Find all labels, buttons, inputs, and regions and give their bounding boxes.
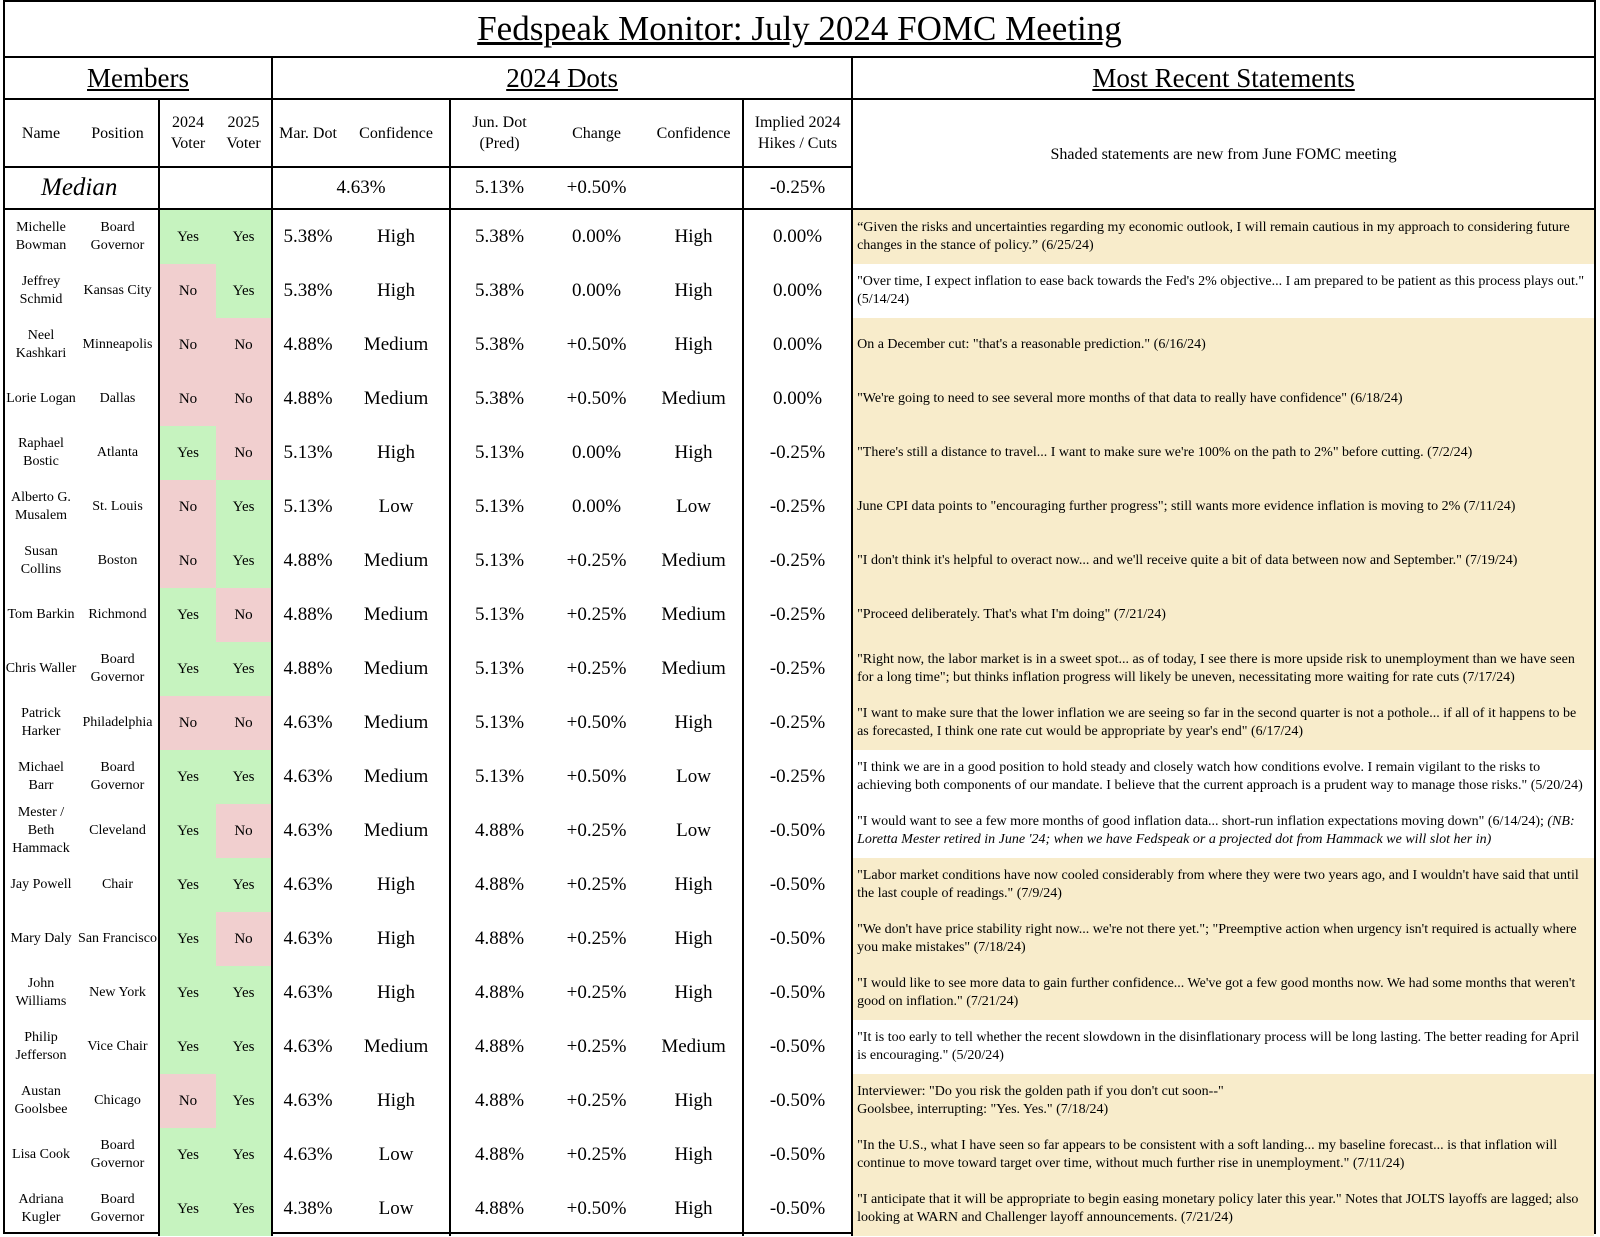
main-grid [5,58,1594,1236]
change-cell: +0.25% [566,982,627,1003]
member-position: Board Governor [77,750,159,804]
statement-text: “Given the risks and uncertainties regarding my economic outlook, I will remain cautious in my approach to considering future changes in the stance of policy.” (6/25/24) [857,220,1570,253]
confidence-jun-cell: High [645,426,743,480]
title-bar [5,2,1594,58]
statement-note: (NB: Loretta Mester retired in June '24; when we have Fedspeak or a projected dot from Hammack we will slot her in) [857,814,1575,847]
statement-text: "There's still a distance to travel... I want to make sure we're 100% on the path to 2%" before cutting. (7/2/24) [857,445,1473,460]
jun-dot-cell: 5.38% [475,226,525,247]
mar-dot-cell: 4.63% [283,1090,333,1111]
confidence-jun-cell: Medium [645,642,743,696]
voter-2024-cell: No [159,264,216,318]
member-position: San Francisco [77,912,159,966]
confidence-mar-cell: High [343,966,450,1020]
jun-dot-cell: 5.13% [475,658,525,679]
section-dots-label: 2024 Dots [506,62,618,93]
section-dots [272,58,852,99]
statement-cell [852,912,1594,966]
member-name: Chris Waller [5,661,77,676]
table-row [5,372,1594,426]
member-position: Boston [77,534,159,588]
statement-text-continued: Goolsbee, interrupting: "Yes. Yes." (7/18/24) [857,1102,1109,1117]
header-confidence-mar: Confidence [343,99,450,167]
confidence-jun-cell: High [645,264,743,318]
member-name: Neel Kashkari [15,328,67,361]
table-row [5,858,1594,912]
median-mar-dot: 4.63% [272,167,450,209]
table-row [5,1128,1594,1182]
mar-dot-cell: 4.63% [283,1144,333,1165]
member-name: Patrick Harker [21,706,61,739]
voter-2024-cell: No [159,318,216,372]
jun-dot-cell: 5.13% [475,604,525,625]
header-voter-2024: 2024 Voter [159,99,216,167]
header-voter-2025: 2025 Voter [216,99,272,167]
statement-text: On a December cut: "that's a reasonable prediction." (6/16/24) [857,337,1206,352]
member-name: Austan Goolsbee [14,1084,68,1117]
implied-cell: -0.25% [743,426,852,480]
confidence-mar-cell: Low [343,480,450,534]
member-position: St. Louis [77,480,159,534]
confidence-mar-cell: High [343,858,450,912]
voter-2025-cell: Yes [216,750,272,804]
confidence-mar-cell: Low [343,1182,450,1236]
voter-2025-cell: Yes [216,1128,272,1182]
voter-2024-cell: Yes [159,642,216,696]
table-row [5,966,1594,1020]
voter-2024-cell: No [159,534,216,588]
implied-cell: -0.25% [743,750,852,804]
member-position: Chair [77,858,159,912]
confidence-mar-cell: Low [343,1128,450,1182]
implied-cell: -0.50% [743,1182,852,1236]
statement-text: "We're going to need to see several more months of that data to really have confidence" (6/18/24) [857,391,1403,406]
median-label: Median [5,167,159,209]
implied-cell: -0.50% [743,1128,852,1182]
implied-cell: 0.00% [743,372,852,426]
confidence-jun-cell: Medium [645,588,743,642]
statement-text: "In the U.S., what I have seen so far appears to be consistent with a soft landing... my baseline forecast... is that inflation will continue to move toward target over time, without much further rise in unemployment." (7/11/24) [857,1138,1558,1171]
table-row [5,804,1594,858]
statement-text: Interviewer: "Do you risk the golden path if you don't cut soon--" [857,1084,1224,1099]
statement-cell [852,372,1594,426]
mar-dot-cell: 5.38% [283,280,333,301]
change-cell: +0.25% [566,874,627,895]
voter-2025-cell: Yes [216,1074,272,1128]
member-name: Tom Barkin [7,607,75,622]
median-confidence-blank [645,167,743,209]
section-members [5,58,272,99]
statement-cell [852,696,1594,750]
voter-2025-cell: Yes [216,966,272,1020]
voter-2025-cell: No [216,372,272,426]
voter-2024-cell: Yes [159,750,216,804]
jun-dot-cell: 5.13% [475,496,525,517]
member-position: Board Governor [77,1182,159,1236]
mar-dot-cell: 4.63% [283,928,333,949]
table-row [5,750,1594,804]
confidence-jun-cell: Medium [645,534,743,588]
jun-dot-cell: 5.13% [475,442,525,463]
statement-cell [852,264,1594,318]
member-position: Board Governor [77,642,159,696]
member-name: Michelle Bowman [15,220,67,253]
statement-cell [852,534,1594,588]
median-jun-dot: 5.13% [450,167,548,209]
voter-2025-cell: No [216,318,272,372]
voter-2024-cell: Yes [159,1020,216,1074]
table-row [5,642,1594,696]
member-name: Jay Powell [10,877,72,892]
voter-2025-cell: Yes [216,1182,272,1236]
statement-text: "We don't have price stability right now... we're not there yet."; "Preemptive action when urgency isn't required is actually where you make mistakes" (7/18/24) [857,922,1577,955]
statement-text: "Over time, I expect inflation to ease back towards the Fed's 2% objective... I am prepared to be patient as this process plays out." (5/14/24) [857,274,1585,307]
change-cell: 0.00% [572,442,622,463]
confidence-jun-cell: High [645,1074,743,1128]
statement-text: "Labor market conditions have now cooled considerably from where they were two years ago, and I wouldn't have said that until the last couple of readings." (7/9/24) [857,868,1579,901]
confidence-jun-cell: High [645,966,743,1020]
mar-dot-cell: 4.88% [283,334,333,355]
section-header-row [5,58,1594,99]
jun-dot-cell: 5.38% [475,388,525,409]
change-cell: +0.50% [566,712,627,733]
jun-dot-cell: 4.88% [475,820,525,841]
member-name: John Williams [15,976,67,1009]
table-row [5,696,1594,750]
header-confidence-jun: Confidence [645,99,743,167]
change-cell: +0.25% [566,550,627,571]
confidence-mar-cell: Medium [343,1020,450,1074]
confidence-mar-cell: High [343,426,450,480]
statement-text: June CPI data points to "encouraging further progress"; still wants more evidence inflation is moving to 2% (7/11/24) [857,499,1516,514]
change-cell: +0.50% [566,388,627,409]
mar-dot-cell: 4.38% [283,1198,333,1219]
implied-cell: -0.25% [743,696,852,750]
voter-2024-cell: No [159,480,216,534]
column-header-row [5,99,1594,167]
mar-dot-cell: 4.88% [283,388,333,409]
change-cell: 0.00% [572,280,622,301]
member-name: Susan Collins [20,544,62,577]
mar-dot-cell: 5.13% [283,442,333,463]
voter-2024-cell: Yes [159,912,216,966]
statement-cell [852,966,1594,1020]
member-position: Board Governor [77,209,159,264]
voter-2025-cell: Yes [216,534,272,588]
confidence-jun-cell: Medium [645,1020,743,1074]
jun-dot-cell: 4.88% [475,982,525,1003]
change-cell: +0.50% [566,334,627,355]
statement-cell [852,1074,1594,1128]
voter-2024-cell: Yes [159,426,216,480]
header-name: Name [5,99,77,167]
median-change: +0.50% [548,167,645,209]
statement-cell [852,1182,1594,1236]
confidence-jun-cell: High [645,318,743,372]
voter-2024-cell: No [159,696,216,750]
statement-text: "It is too early to tell whether the recent slowdown in the disinflationary process will be long lasting. The better reading for April is encouraging." (5/20/24) [857,1030,1580,1063]
member-position: Richmond [77,588,159,642]
change-cell: +0.25% [566,1144,627,1165]
voter-2025-cell: No [216,696,272,750]
mar-dot-cell: 4.63% [283,1036,333,1057]
voter-2024-cell: No [159,372,216,426]
mar-dot-cell: 4.63% [283,820,333,841]
mar-dot-cell: 5.38% [283,226,333,247]
table-row [5,588,1594,642]
implied-cell: -0.25% [743,642,852,696]
statement-text: "Proceed deliberately. That's what I'm doing" (7/21/24) [857,607,1166,622]
change-cell: +0.50% [566,766,627,787]
implied-cell: -0.25% [743,480,852,534]
mar-dot-cell: 4.63% [283,766,333,787]
voter-2025-cell: Yes [216,209,272,264]
member-name: Adriana Kugler [18,1192,64,1225]
voter-2025-cell: No [216,912,272,966]
voter-2025-cell: Yes [216,264,272,318]
confidence-jun-cell: High [645,696,743,750]
member-name: Jeffrey Schmid [19,274,63,307]
member-position: Cleveland [77,804,159,858]
member-position: New York [77,966,159,1020]
voter-2024-cell: Yes [159,858,216,912]
change-cell: +0.25% [566,1090,627,1111]
mar-dot-cell: 4.88% [283,604,333,625]
change-cell: +0.25% [566,1036,627,1057]
statements-note: Shaded statements are new from June FOMC meeting [852,99,1594,209]
jun-dot-cell: 5.38% [475,280,525,301]
implied-cell: -0.50% [743,1074,852,1128]
voter-2024-cell: Yes [159,966,216,1020]
member-position: Atlanta [77,426,159,480]
confidence-mar-cell: High [343,1074,450,1128]
table-row [5,534,1594,588]
change-cell: +0.50% [566,1198,627,1219]
confidence-jun-cell: High [645,1128,743,1182]
statement-text: "I don't think it's helpful to overact now... and we'll receive quite a bit of data between now and September." (7/19/24) [857,553,1518,568]
header-jun-dot: Jun. Dot (Pred) [450,99,548,167]
change-cell: 0.00% [572,226,622,247]
statement-cell [852,318,1594,372]
implied-cell: -0.50% [743,966,852,1020]
mar-dot-cell: 5.13% [283,496,333,517]
implied-cell: 0.00% [743,318,852,372]
confidence-mar-cell: High [343,264,450,318]
mar-dot-cell: 4.88% [283,550,333,571]
table-row [5,426,1594,480]
confidence-jun-cell: High [645,858,743,912]
implied-cell: 0.00% [743,209,852,264]
fedspeak-monitor-table [3,0,1596,1234]
confidence-mar-cell: High [343,209,450,264]
confidence-mar-cell: Medium [343,588,450,642]
confidence-jun-cell: High [645,912,743,966]
mar-dot-cell: 4.63% [283,982,333,1003]
member-name: Lisa Cook [12,1147,70,1162]
voter-2024-cell: Yes [159,209,216,264]
change-cell: +0.25% [566,604,627,625]
change-cell: 0.00% [572,496,622,517]
voter-2025-cell: No [216,426,272,480]
change-cell: +0.25% [566,928,627,949]
header-position: Position [77,99,159,167]
confidence-mar-cell: High [343,912,450,966]
table-row [5,1020,1594,1074]
change-cell: +0.25% [566,820,627,841]
table-row [5,318,1594,372]
confidence-jun-cell: High [645,209,743,264]
table-row [5,1074,1594,1128]
confidence-mar-cell: Medium [343,642,450,696]
voter-2024-cell: No [159,1074,216,1128]
member-name: Raphael Bostic [18,436,64,469]
jun-dot-cell: 4.88% [475,1036,525,1057]
table-row [5,264,1594,318]
confidence-jun-cell: Medium [645,372,743,426]
confidence-mar-cell: Medium [343,372,450,426]
page-title: Fedspeak Monitor: July 2024 FOMC Meeting [477,9,1122,48]
statement-cell [852,642,1594,696]
statement-cell [852,588,1594,642]
statement-text: "I anticipate that it will be appropriate to begin easing monetary policy later this year." Notes that JOLTS layoffs are lagged; also looking at WARN and Challenger layoff announcements. (7/21/24) [857,1192,1579,1225]
confidence-mar-cell: Medium [343,804,450,858]
member-name: Philip Jefferson [15,1030,67,1063]
statement-cell [852,1128,1594,1182]
member-position: Philadelphia [77,696,159,750]
member-position: Vice Chair [77,1020,159,1074]
member-rows [5,209,1594,1236]
statement-cell [852,858,1594,912]
implied-cell: -0.50% [743,912,852,966]
statement-text: "I would want to see a few more months of good inflation data... short-run inflation expectations moving down" (6/14/24); [857,814,1544,829]
member-position: Dallas [77,372,159,426]
table-row [5,912,1594,966]
voter-2025-cell: No [216,588,272,642]
jun-dot-cell: 5.13% [475,766,525,787]
change-cell: +0.25% [566,658,627,679]
section-members-label: Members [87,62,190,93]
voter-2025-cell: Yes [216,642,272,696]
member-name: Alberto G. Musalem [11,490,71,523]
mar-dot-cell: 4.88% [283,658,333,679]
confidence-jun-cell: Low [645,804,743,858]
implied-cell: 0.00% [743,264,852,318]
statement-cell [852,480,1594,534]
member-position: Board Governor [77,1128,159,1182]
implied-cell: -0.50% [743,1020,852,1074]
statement-text: "Right now, the labor market is in a sweet spot... as of today, I see there is more upside risk to unemployment than we have seen for a long time"; but thinks inflation progress will likely be uneven, necessitating more waiting for rate cuts (7/17/24) [857,652,1575,685]
jun-dot-cell: 4.88% [475,874,525,895]
confidence-mar-cell: Medium [343,318,450,372]
table-row [5,1182,1594,1236]
median-implied: -0.25% [743,167,852,209]
confidence-mar-cell: Medium [343,534,450,588]
confidence-jun-cell: Low [645,750,743,804]
statement-cell [852,750,1594,804]
jun-dot-cell: 4.88% [475,1144,525,1165]
member-name: Mester / Beth Hammack [12,805,70,856]
header-implied: Implied 2024 Hikes / Cuts [743,99,852,167]
statement-text: "I think we are in a good position to hold steady and closely watch how conditions evolve. I remain vigilant to the risks to achieving both components of our mandate. I believe that the current approach is a prudent way to manage those risks." (5/20/24) [857,760,1583,793]
confidence-jun-cell: High [645,1182,743,1236]
implied-cell: -0.25% [743,588,852,642]
implied-cell: -0.50% [743,804,852,858]
confidence-mar-cell: Medium [343,750,450,804]
statement-text: "I want to make sure that the lower inflation we are seeing so far in the second quarter is not a pothole... if all of it happens to be as forecasted, I think one rate cut would be appropriate by year's end" (6/17/24) [857,706,1577,739]
member-name: Mary Daly [10,931,72,946]
statement-cell [852,209,1594,264]
section-statements-label: Most Recent Statements [1092,62,1355,93]
jun-dot-cell: 5.38% [475,334,525,355]
member-position: Chicago [77,1074,159,1128]
member-position: Kansas City [77,264,159,318]
mar-dot-cell: 4.63% [283,712,333,733]
statement-cell [852,804,1594,858]
voter-2024-cell: Yes [159,804,216,858]
voter-2025-cell: Yes [216,480,272,534]
statement-cell [852,1020,1594,1074]
voter-2024-cell: Yes [159,1128,216,1182]
table-row [5,480,1594,534]
confidence-mar-cell: Medium [343,696,450,750]
statement-cell [852,426,1594,480]
table-row [5,209,1594,264]
voter-2024-cell: Yes [159,1182,216,1236]
member-name: Lorie Logan [6,391,76,406]
implied-cell: -0.25% [743,534,852,588]
member-position: Minneapolis [77,318,159,372]
jun-dot-cell: 4.88% [475,1198,525,1219]
jun-dot-cell: 4.88% [475,1090,525,1111]
section-statements [852,58,1594,99]
header-mar-dot: Mar. Dot [272,99,343,167]
mar-dot-cell: 4.63% [283,874,333,895]
voter-2024-cell: Yes [159,588,216,642]
voter-2025-cell: No [216,804,272,858]
confidence-jun-cell: Low [645,480,743,534]
jun-dot-cell: 5.13% [475,550,525,571]
member-name: Michael Barr [18,760,64,793]
statement-text: "I would like to see more data to gain further confidence... We've got a few good months now. We had some months that weren't good on inflation." (7/21/24) [857,976,1576,1009]
voter-2025-cell: Yes [216,1020,272,1074]
median-voter-blank [159,167,272,209]
jun-dot-cell: 5.13% [475,712,525,733]
jun-dot-cell: 4.88% [475,928,525,949]
header-change: Change [548,99,645,167]
voter-2025-cell: Yes [216,858,272,912]
implied-cell: -0.50% [743,858,852,912]
